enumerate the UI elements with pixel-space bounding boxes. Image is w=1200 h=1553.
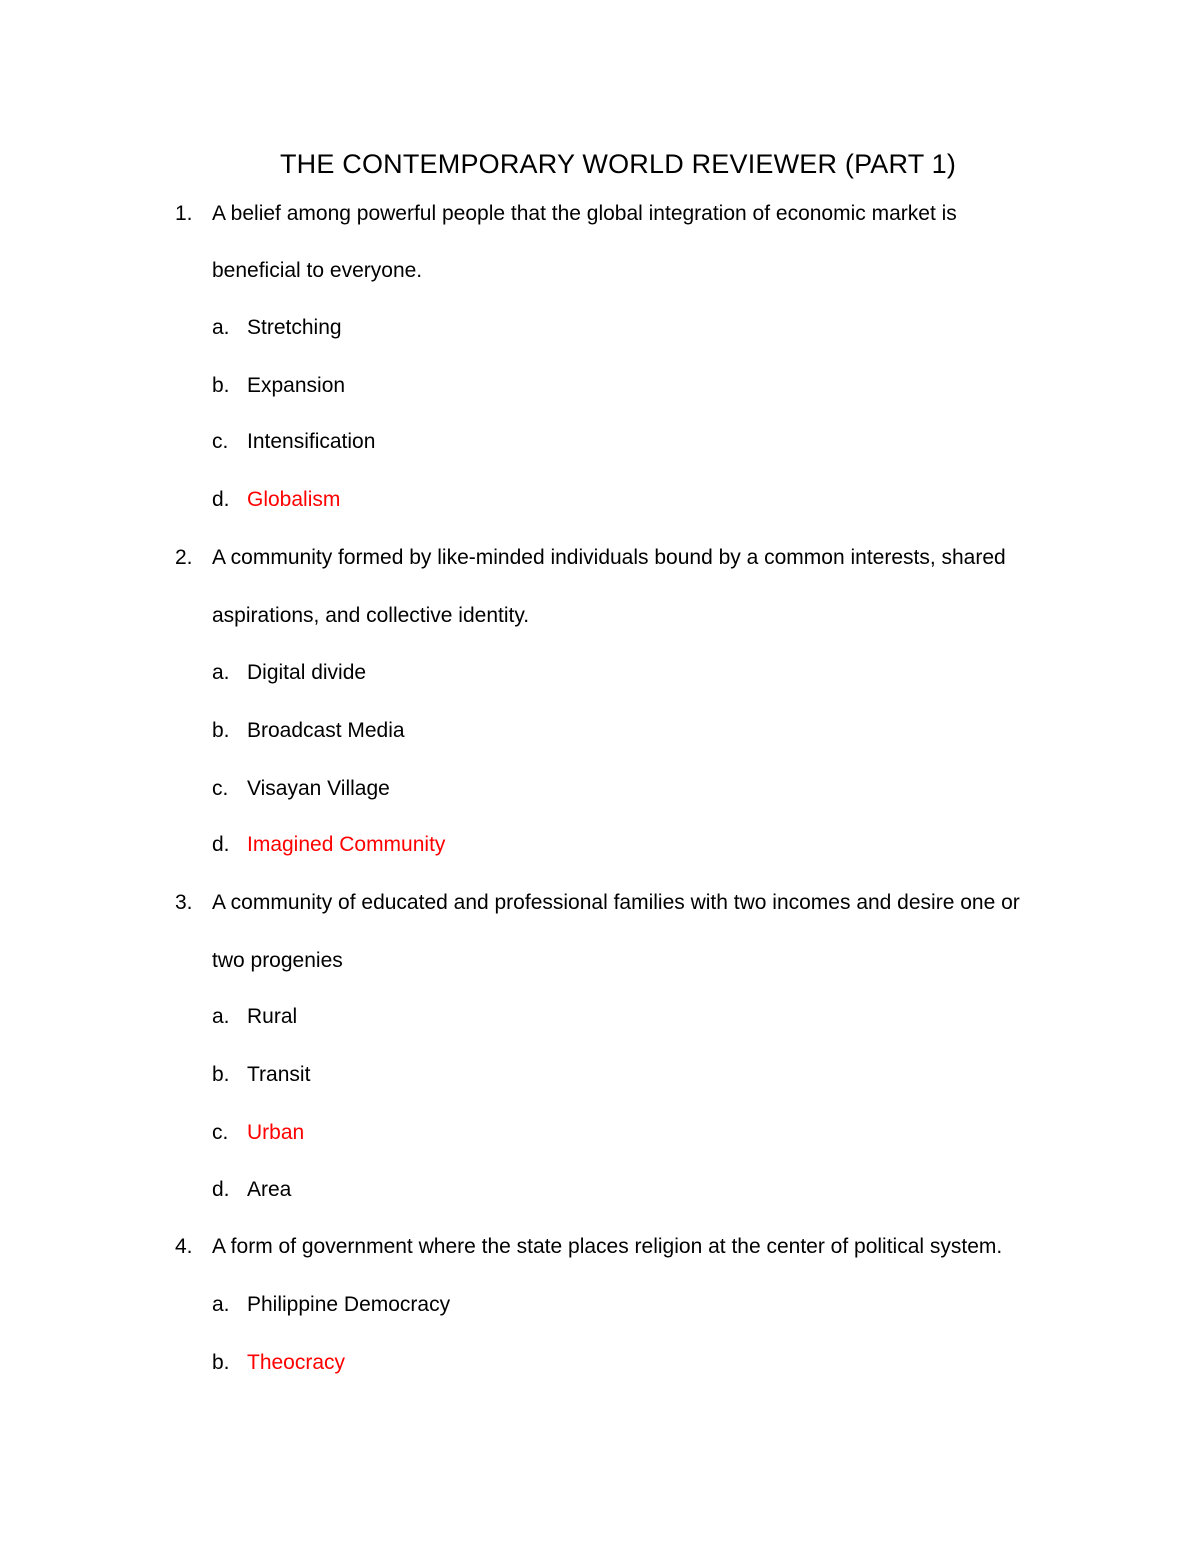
option-letter: c. <box>212 777 229 800</box>
option-letter: c. <box>212 1121 229 1144</box>
option-letter: a. <box>212 1293 230 1316</box>
option-text: Intensification <box>247 430 376 453</box>
option-letter: c. <box>212 430 229 453</box>
option-text: Broadcast Media <box>247 719 405 742</box>
option-letter: a. <box>212 316 230 339</box>
option-letter: a. <box>212 1005 230 1028</box>
answer-option-text: Urban <box>247 1121 305 1144</box>
option-text: Rural <box>247 1005 298 1028</box>
option-text: Transit <box>247 1063 311 1086</box>
answer-option-text: Imagined Community <box>247 833 446 856</box>
option-text: Expansion <box>247 374 346 397</box>
option-letter: b. <box>212 1063 230 1086</box>
question-number: 1. <box>175 202 193 225</box>
option-letter: d. <box>212 1178 230 1201</box>
option-text: Philippine Democracy <box>247 1293 451 1316</box>
question-number: 2. <box>175 546 193 569</box>
option-letter: b. <box>212 374 230 397</box>
option-text: Stretching <box>247 316 342 339</box>
option-text: Area <box>247 1178 292 1201</box>
option-text: Digital divide <box>247 661 367 684</box>
question-text: A form of government where the state places religion at the center of political system. <box>212 1235 1003 1258</box>
answer-option-text: Globalism <box>247 488 341 511</box>
option-letter: a. <box>212 661 230 684</box>
answer-option-text: Theocracy <box>247 1351 346 1374</box>
option-text: Visayan Village <box>247 777 390 800</box>
question-text: beneficial to everyone. <box>212 259 423 282</box>
question-text: A community of educated and professional families with two incomes and desire one or <box>212 891 1020 914</box>
option-letter: d. <box>212 833 230 856</box>
question-text: A belief among powerful people that the global integration of economic market is <box>212 202 957 225</box>
document-title: THE CONTEMPORARY WORLD REVIEWER (PART 1) <box>279 149 957 179</box>
question-number: 4. <box>175 1235 193 1258</box>
question-number: 3. <box>175 891 193 914</box>
question-text: two progenies <box>212 949 343 972</box>
option-letter: b. <box>212 719 230 742</box>
option-letter: b. <box>212 1351 230 1374</box>
question-text: aspirations, and collective identity. <box>212 604 530 627</box>
question-text: A community formed by like-minded individuals bound by a common interests, shared <box>212 546 1006 569</box>
option-letter: d. <box>212 488 230 511</box>
